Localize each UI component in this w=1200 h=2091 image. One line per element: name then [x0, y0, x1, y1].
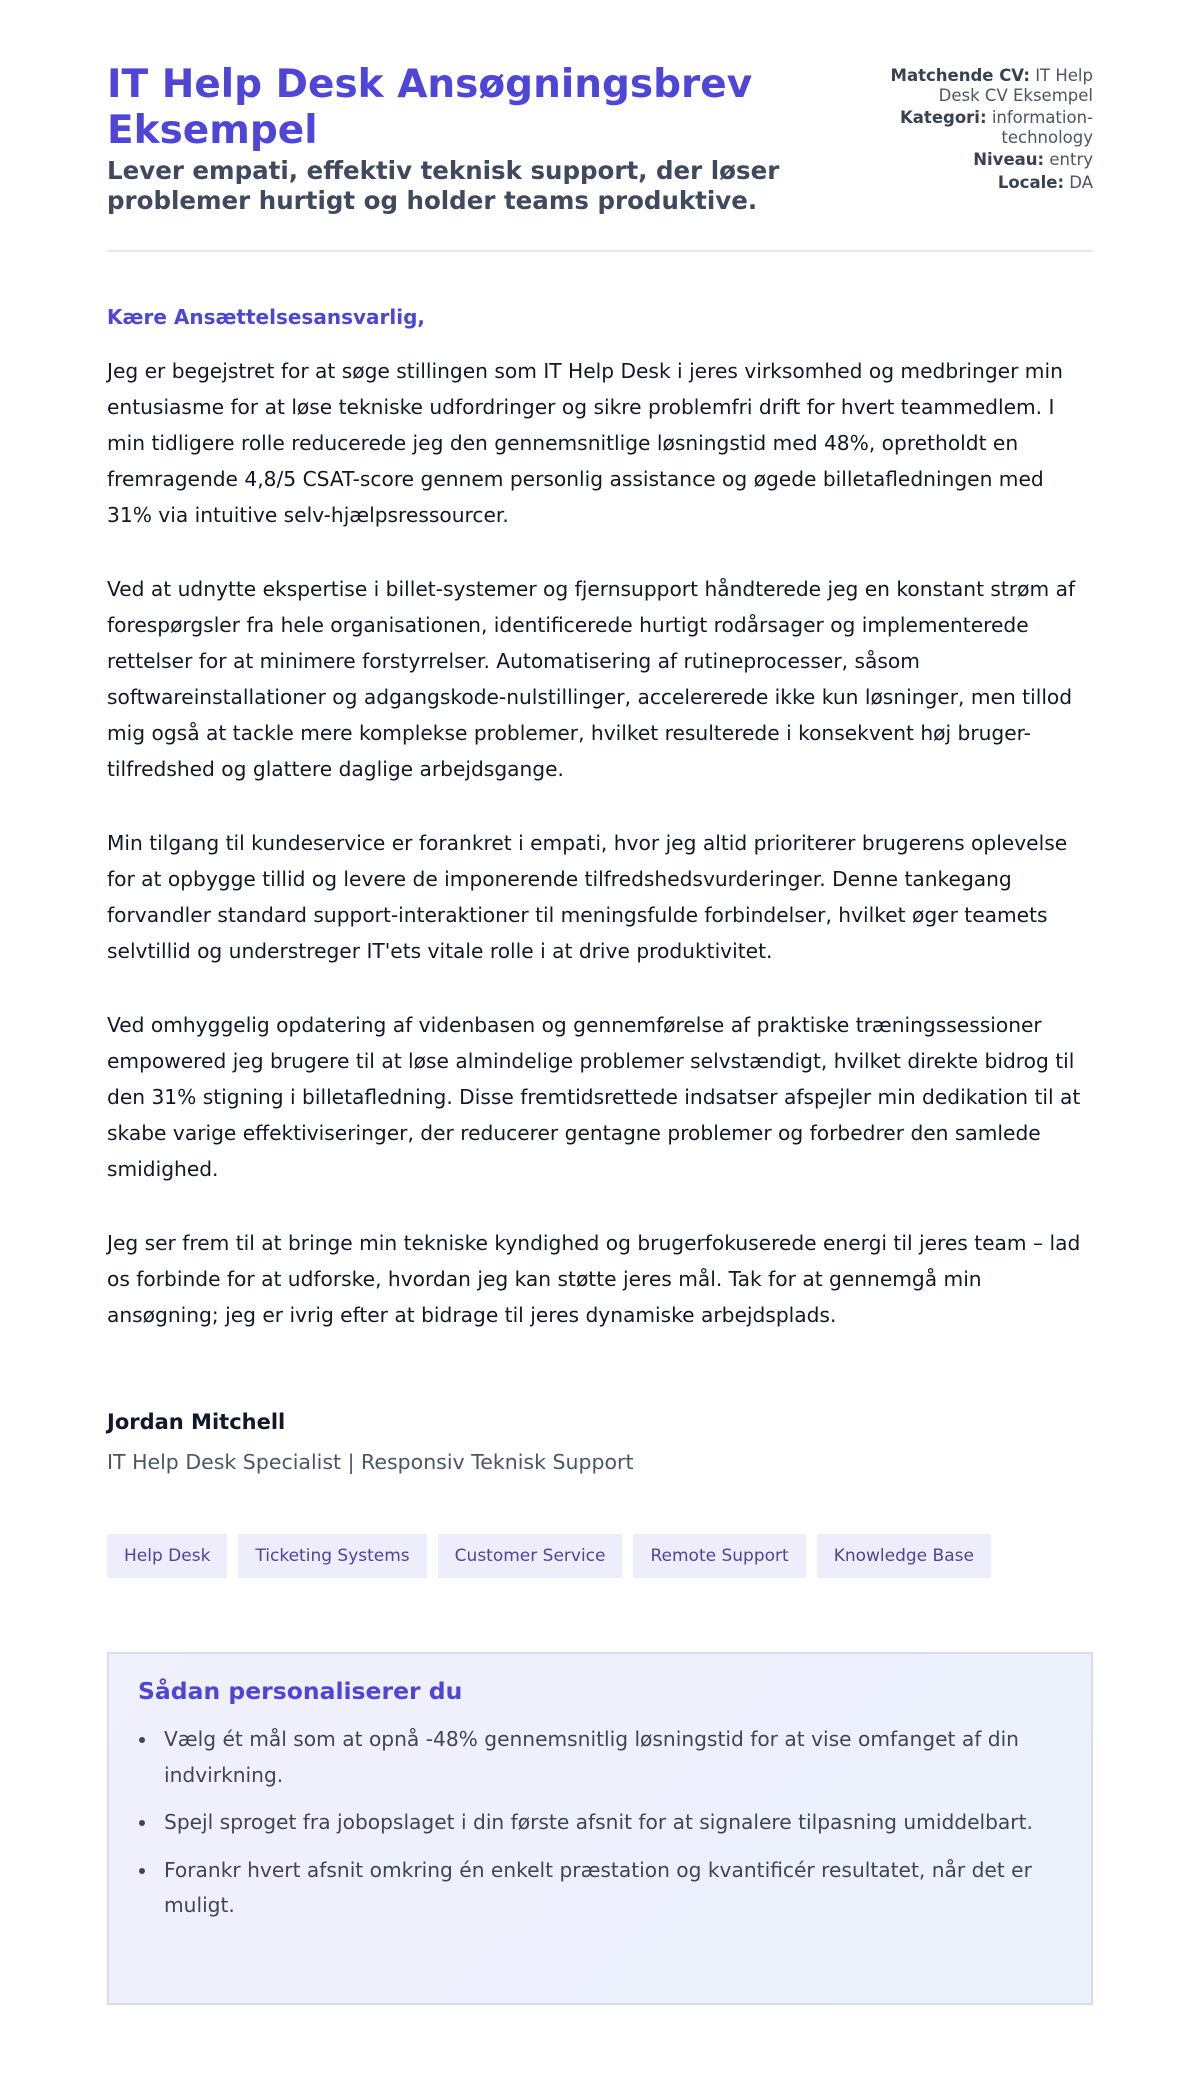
letter-paragraph: Jeg er begejstret for at søge stillingen som IT Help Desk i jeres virksomhed og medbringer min entusiasme for at løse tekniske udfordringer og sikre problemfri drift for hvert teammedlem. I min tidligere rolle reducerede jeg den gennemsnitlige løsningstid med 48%, opretholdt en fremragende 4,8/5 CSAT-score gennem personlig assistance og øgede billetafledningen med 31% via intuitive selv-hjælpsressourcer.	[107, 359, 1063, 527]
header-titles	[107, 62, 827, 216]
meta-locale	[883, 173, 1093, 193]
meta-panel	[883, 62, 1093, 195]
meta-key: Locale:	[997, 172, 1065, 192]
meta-value: DA	[1069, 172, 1093, 192]
meta-key: Matchende CV:	[890, 66, 1030, 85]
personalization-tips	[107, 1652, 1093, 2005]
tips-list	[138, 1722, 1061, 1924]
tip-item: Vælg ét mål som at opnå -48% gennemsnitlig løsningstid for at vise omfanget af din indvirkning.	[138, 1722, 1061, 1793]
meta-key: Niveau:	[973, 150, 1045, 169]
skill-tag: Remote Support	[633, 1534, 805, 1578]
signature-title: IT Help Desk Specialist | Responsiv Teknisk Support	[107, 1450, 634, 1474]
page-title: IT Help Desk Ansøgningsbrev Eksempel	[107, 62, 753, 153]
meta-value: entry	[1049, 150, 1093, 169]
meta-matching-cv	[883, 66, 1093, 105]
meta-key: Kategori:	[900, 108, 987, 127]
letter-paragraph: Ved omhyggelig opdatering af videnbasen og gennemførelse af praktiske træningssessioner empowered jeg brugere til at løse almindelige problemer selvstændigt, hvilket direkte bidrog til den 31% stigning i billetafledning. Disse fremtidsrettede indsatser afspejler min dedikation til at skabe varige effektiviseringer, der reducerer gentagne problemer og forbedrer den samlede smidighed.	[107, 1013, 1081, 1181]
page-subtitle: Lever empati, effektiv teknisk support, der løser problemer hurtigt og holder teams produktive.	[107, 156, 780, 215]
meta-category	[883, 108, 1093, 147]
meta-value: information-technology	[991, 108, 1093, 147]
page-header	[107, 62, 1093, 252]
meta-value: IT Help Desk CV Eksempel	[938, 66, 1093, 105]
tip-item: Forankr hvert afsnit omkring én enkelt præstation og kvantificér resultatet, når det er muligt.	[138, 1853, 1061, 1924]
meta-level	[883, 150, 1093, 170]
letter-paragraph: Ved at udnytte ekspertise i billet-systemer og fjernsupport håndterede jeg en konstant strøm af forespørgsler fra hele organisationen, identificerede hurtigt rodårsager og implementerede rettelser for at minimere forstyrrelser. Automatisering af rutineprocesser, såsom softwareinstallationer og adgangskode-nulstillinger, accelererede ikke kun løsninger, men tillod mig også at tackle mere komplekse problemer, hvilket resulterede i konsekvent høj bruger-tilfredshed og glattere daglige arbejdsgange.	[107, 577, 1076, 781]
skill-tag: Ticketing Systems	[238, 1534, 426, 1578]
letter-paragraph: Min tilgang til kundeservice er forankret i empati, hvor jeg altid prioriterer brugerens oplevelse for at opbygge tillid og levere de imponerende tilfredshedsvurderinger. Denne tankegang forvandler standard support-interaktioner til meningsfulde forbindelser, hvilket øger teamets selvtillid og understreger IT'ets vitale rolle i at drive produktivitet.	[107, 831, 1068, 963]
letter-body	[107, 353, 1093, 1333]
skill-tag: Knowledge Base	[817, 1534, 991, 1578]
skill-tag: Help Desk	[107, 1534, 227, 1578]
skill-tags	[107, 1534, 1093, 1578]
letter-greeting: Kære Ansættelsesansvarlig,	[107, 305, 425, 329]
letter-paragraph: Jeg ser frem til at bringe min tekniske kyndighed og brugerfokuserede energi til jeres team – lad os forbinde for at udforske, hvordan jeg kan støtte jeres mål. Tak for at gennemgå min ansøgning; jeg er ivrig efter at bidrage til jeres dynamiske arbejdsplads.	[107, 1231, 1081, 1327]
signature-name: Jordan Mitchell	[107, 1410, 286, 1434]
skill-tag: Customer Service	[438, 1534, 623, 1578]
tip-item: Spejl sproget fra jobopslaget i din første afsnit for at signalere tilpasning umiddelbart.	[138, 1805, 1061, 1841]
tips-title: Sådan personaliserer du	[138, 1677, 463, 1705]
